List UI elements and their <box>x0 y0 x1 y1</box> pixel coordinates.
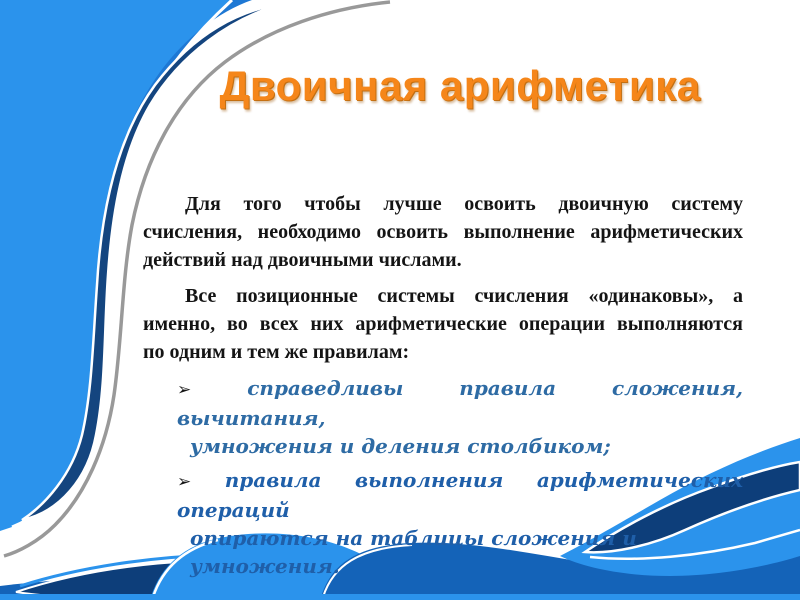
bullet-text: справедливы правила сложения, вычитания, <box>177 376 743 430</box>
bullet-text: правила выполнения арифметических операций <box>177 468 743 522</box>
slide-title: Двоичная арифметика <box>219 62 701 109</box>
text-line: по одним и тем же правилам: <box>143 341 410 363</box>
paragraph-1 <box>143 190 743 274</box>
bullet-line <box>177 466 743 524</box>
paragraph-2 <box>143 282 743 366</box>
text-line: Для того чтобы лучше освоить двоичную систему <box>185 193 743 215</box>
text-line: счисления, необходимо освоить выполнение арифметических <box>143 221 743 243</box>
bullet-line <box>177 374 743 432</box>
bullet-item-1 <box>143 374 743 460</box>
bullet-item-2 <box>143 466 743 580</box>
text-line: действий над двоичными числами. <box>143 249 462 271</box>
text-line: Все позиционные системы счисления «одинаковы», а <box>185 285 743 307</box>
slide-body-text <box>143 190 743 586</box>
bullet-line: опираются на таблицы сложения и умножения. <box>190 526 637 578</box>
bullet-line: умножения и деления столбиком; <box>190 434 611 458</box>
text-line: именно, во всех них арифметические операции выполняются <box>143 313 743 335</box>
bullet-arrow-icon: ➢ <box>177 472 192 492</box>
bullet-arrow-icon: ➢ <box>177 380 192 400</box>
